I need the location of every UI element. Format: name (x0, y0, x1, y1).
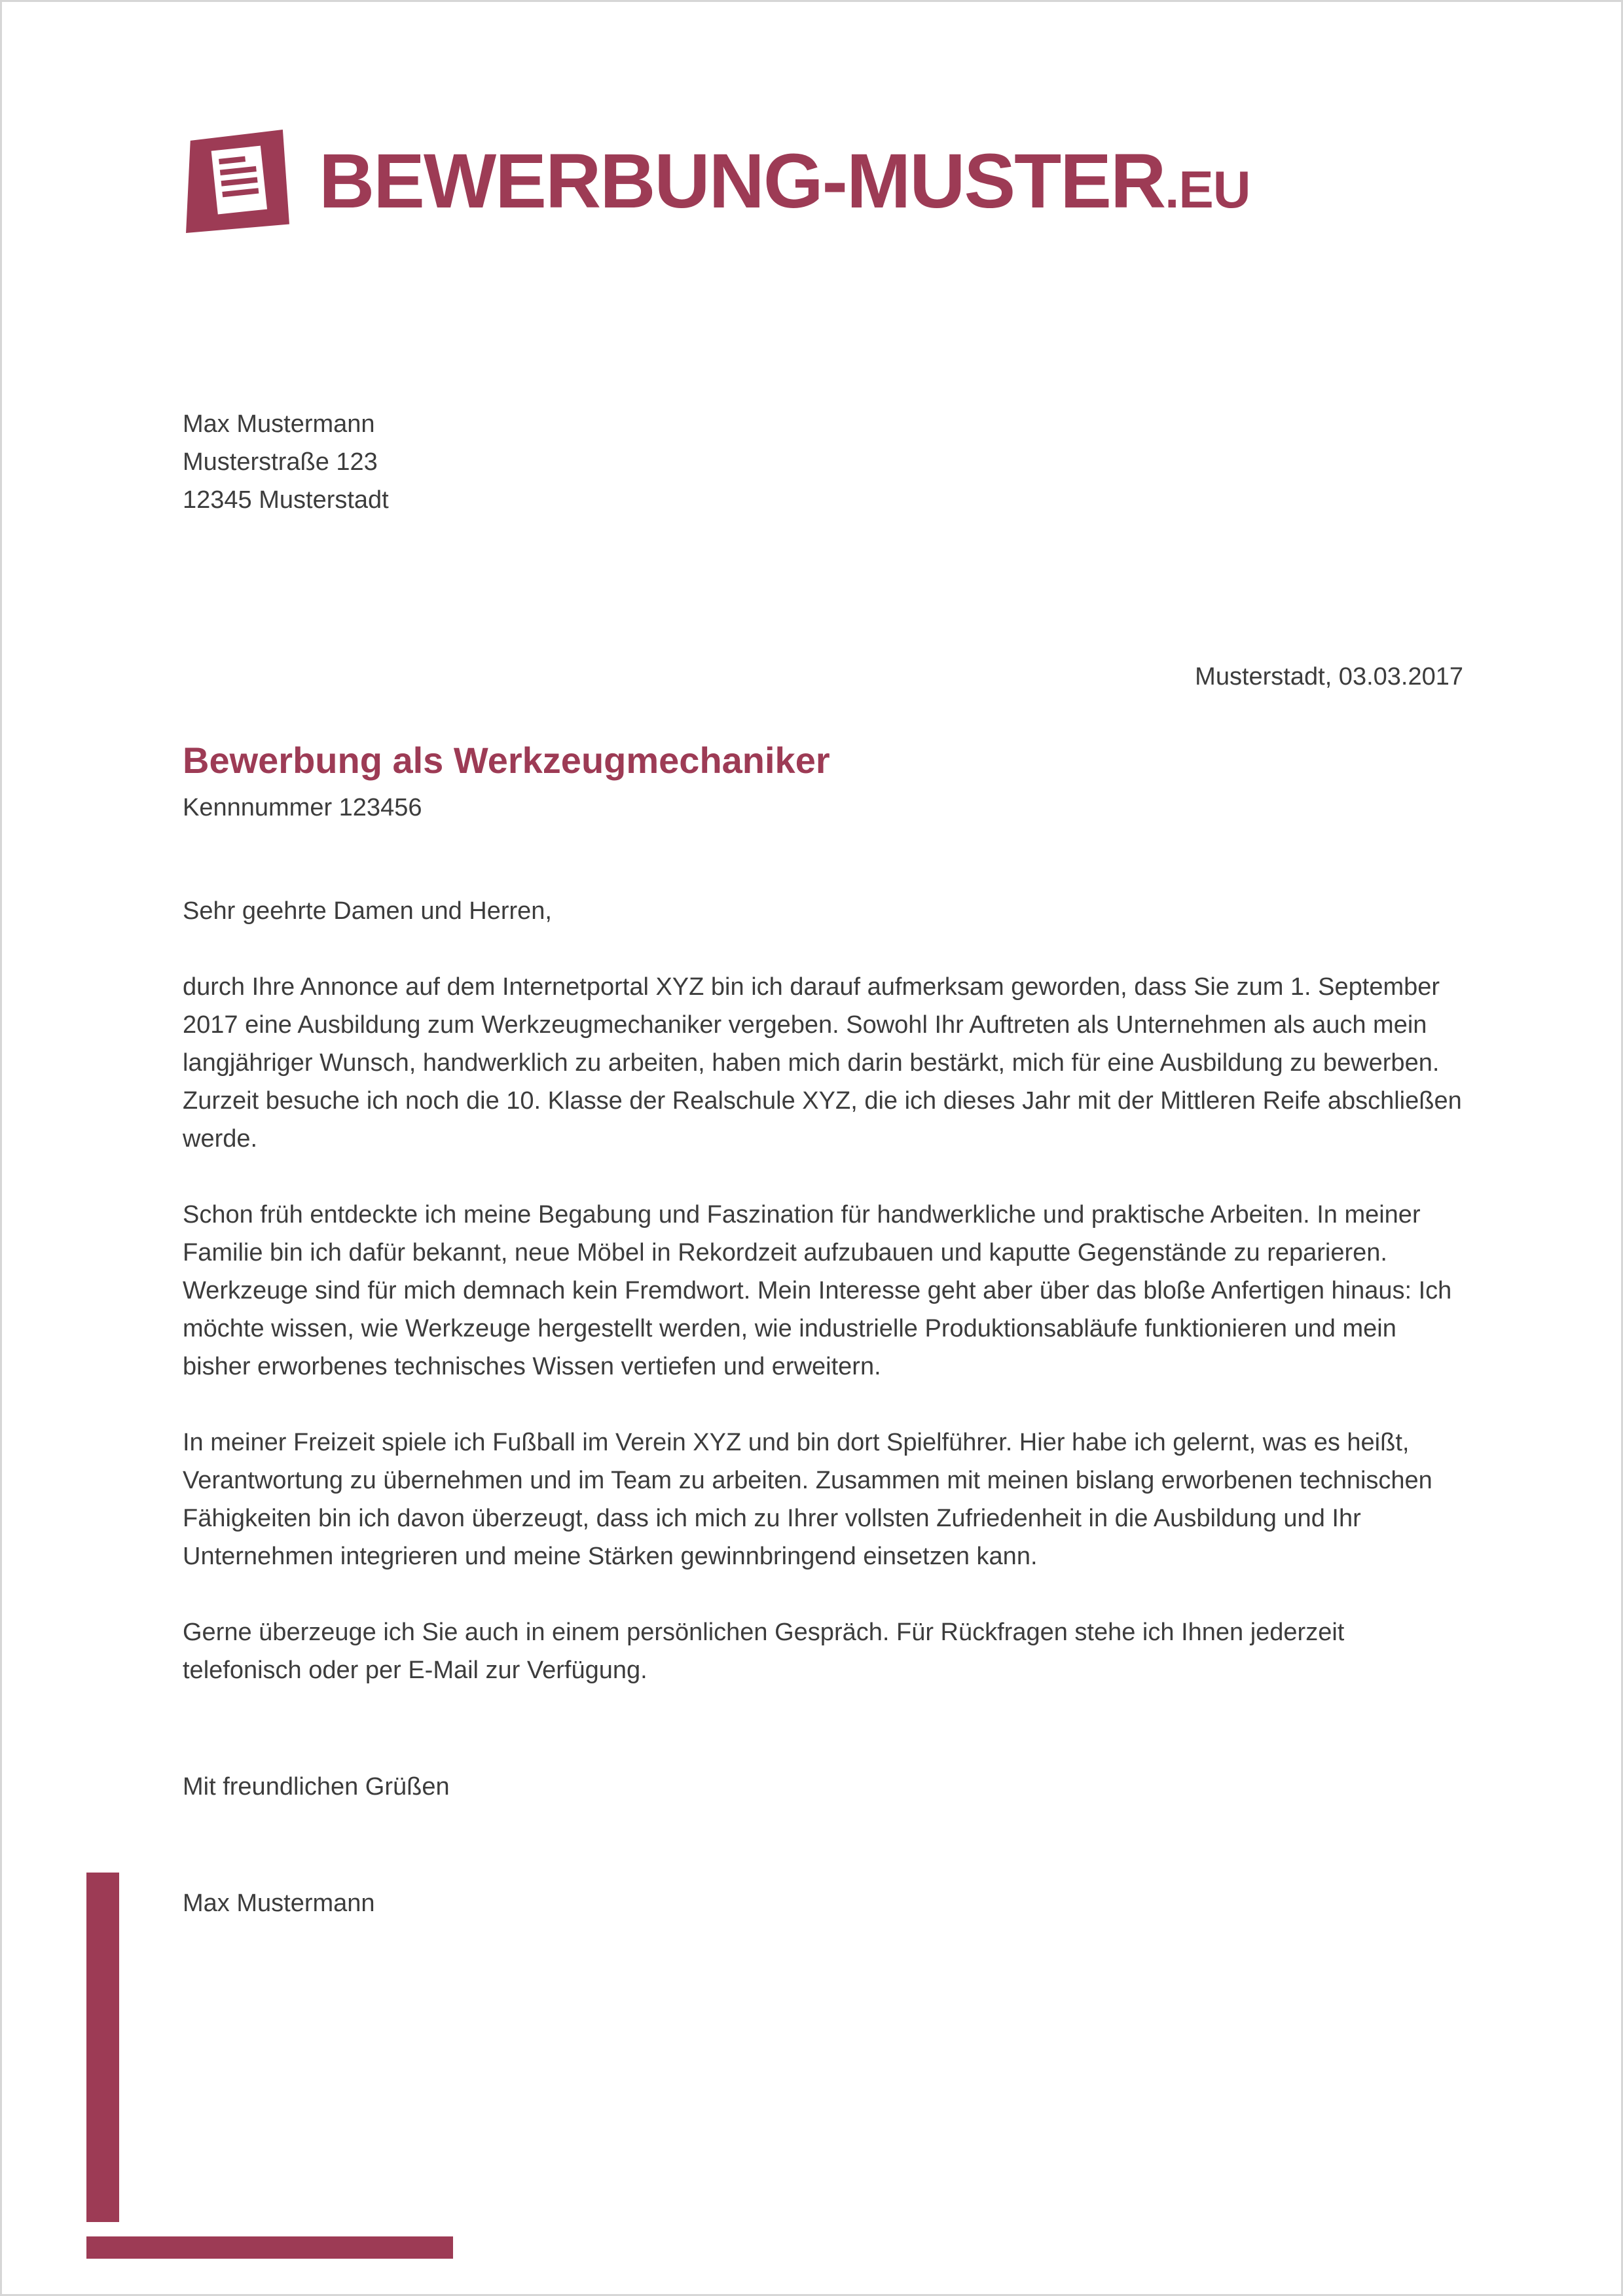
corner-decoration-vertical-bar (86, 1873, 119, 2222)
subject-title: Bewerbung als Werkzeugmechaniker (183, 740, 830, 781)
date-line: Musterstadt, 03.03.2017 (1195, 663, 1463, 691)
salutation: Sehr geehrte Damen und Herren, (183, 897, 552, 925)
subject-reference: Kennnummer 123456 (183, 794, 422, 821)
sender-address (183, 405, 1463, 519)
corner-decoration-horizontal-bar (86, 2236, 453, 2259)
closing-farewell: Mit freundlichen Grüßen (183, 1773, 450, 1801)
body-paragraph: In meiner Freizeit spiele ich Fußball im Verein XYZ und bin dort Spielführer. Hier habe ich gelernt, was es heißt, Verantwortung zu übernehmen und im Team zu arbeiten. Zusammen mit meinen bislang erworbenen technischen Fähigkeiten bin ich davon überzeugt, dass ich mich zu Ihrer vollsten Zufriedenheit in die Ausbildung und Ihr Unternehmen integrieren und meine Stärken gewinnbringend einsetzen kann. (183, 1429, 1432, 1570)
sender-name: Max Mustermann (183, 410, 375, 438)
sender-city: 12345 Musterstadt (183, 486, 389, 514)
letter-content (183, 2, 1463, 1922)
closing-signature: Max Mustermann (183, 1890, 375, 1917)
body-paragraph: Schon früh entdeckte ich meine Begabung und Faszination für handwerkliche und praktische Arbeiten. In meiner Familie bin ich dafür bekannt, neue Möbel in Rekordzeit aufzubauen und kaputte Gegenstände zu reparieren. Werkzeuge sind für mich demnach kein Fremdwort. Mein Interesse geht aber über das bloße Anfertigen hinaus: Ich möchte wissen, wie Werkzeuge hergestellt werden, wie industrielle Produktionsabläufe funktionieren und mein bisher erworbenes technisches Wissen vertiefen und erweitern. (183, 1201, 1452, 1380)
body-paragraph: durch Ihre Annonce auf dem Internetportal XYZ bin ich darauf aufmerksam geworden, dass Sie zum 1. September 2017 eine Ausbildung zum Werkzeugmechaniker vergeben. Sowohl Ihr Auftreten als Unternehmen als auch mein langjähriger Wunsch, handwerklich zu arbeiten, haben mich darin bestärkt, mich für eine Ausbildung zu bewerben. Zurzeit besuche ich noch die 10. Klasse der Realschule XYZ, die ich dieses Jahr mit der Mittleren Reife abschließen werde. (183, 973, 1462, 1153)
sender-street: Musterstraße 123 (183, 448, 378, 476)
brand-tld: .EU (1165, 160, 1250, 219)
body-paragraph: Gerne überzeuge ich Sie auch in einem persönlichen Gespräch. Für Rückfragen stehe ich Ihnen jederzeit telefonisch oder per E-Mail zur Verfügung. (183, 1619, 1345, 1684)
document-icon (183, 126, 293, 236)
brand-wordmark (319, 137, 1250, 226)
brand-name: BEWERBUNG-MUSTER (319, 138, 1165, 224)
brand-logo (183, 126, 1463, 236)
